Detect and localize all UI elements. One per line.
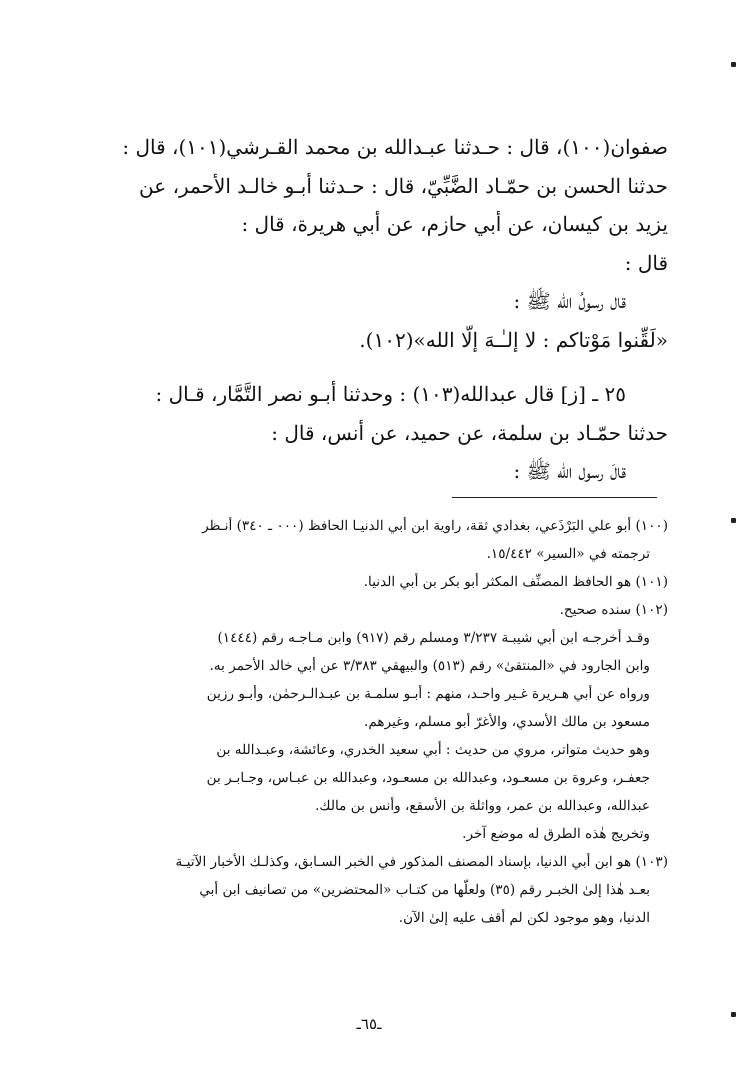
footnote-separator xyxy=(452,497,657,498)
paragraph-gap xyxy=(40,359,668,375)
text-line: قال رسولُ الله ﷺ : xyxy=(513,289,626,313)
footnote-line: جعفـر، وعروة بن مسعـود، وعبدالله بن مسعـود، وعبدالله بن عبـاس، وجـابـر بن xyxy=(206,770,650,786)
text-line: حدثنا حمّـاد بن سلمة، عن حميد، عن أنس، قال : xyxy=(271,420,668,445)
footnote-line: وقـد أخرجـه ابن أبي شيبـة ٣/٢٣٧ ومسلم رقم (٩١٧) وابن مـاجـه رقم (١٤٤٤) xyxy=(217,630,650,646)
footnote-line: ترجمته في «السير» ١٥/٤٤٢. xyxy=(486,546,650,562)
hadith-number-line: ٢٥ ـ [ز] قال عبدالله(١٠٣) : وحدثنا أبـو نصر التَّمَّار، قـال : xyxy=(155,382,626,406)
footnote-line: عبدالله، وعبدالله بن عمر، وواثلة بن الأسقع، وأنس بن مالك. xyxy=(315,798,650,814)
edge-mark-top xyxy=(731,62,736,67)
footnote-line: (١٠٣) هو ابن أبي الدنيا، بإسناد المصنف المذكور في الخبر السـابق، وكذلـك الأخبار الآتيـة xyxy=(175,854,668,870)
footnote-line: ورواه عن أبي هـريرة غـير واحـد، منهم : أبـو سلمـة بن عبـدالـرحمٰن، وأبـو رزين xyxy=(206,686,650,702)
footnotes xyxy=(40,512,668,932)
edge-mark-middle xyxy=(731,518,736,523)
text-line: صفوان(١٠٠)، قال : حـدثنا عبـدالله بن محمد القـرشي(١٠١)، قال : xyxy=(122,135,668,159)
text-line: قال : xyxy=(624,250,668,275)
hadith-text: «لَقِّنوا مَوْتاكم : لا إلـٰـهَ إلّا الله»(١٠٢). xyxy=(359,327,668,352)
main-text xyxy=(40,128,668,491)
footnote-line: بعـد هٰذا إلىٰ الخبـر رقم (٣٥) ولعلّها من كتـاب «المحتضرين» من تصانيف ابن أبي xyxy=(199,882,650,898)
footnote-line: وتخريج هٰذه الطرق له موضع آخر. xyxy=(462,826,650,842)
footnote-line: الدنيا، وهو موجود لكن لم أقف عليه إلىٰ الآن. xyxy=(398,910,650,926)
footnote-line: وهو حديث متواتر، مروي من حديث : أبي سعيد الخدري، وعائشة، وعبـدالله بن xyxy=(216,742,650,758)
footnote-line: (١٠٠) أبو علي البَرْذَعي، بغدادي ثقة، راوية ابن أبي الدنيـا الحافظ (٠٠٠ ـ ٣٤٠) أنـظر xyxy=(202,518,668,534)
footnote-line: (١٠١) هو الحافظ المصنِّف المكثر أبو بكر بن أبي الدنيا. xyxy=(363,574,668,590)
text-line: حدثنا الحسن بن حمّـاد الضَّبِّيّ، قال : حـدثنا أبـو خالـد الأحمر، عن xyxy=(139,173,668,198)
footnote-line: (١٠٢) سنده صحيح. xyxy=(559,602,668,618)
text-line: يزيد بن كيسان، عن أبي حازم، عن أبي هريرة، قال : xyxy=(241,212,668,236)
page-number: ـ٦٥ـ xyxy=(356,1015,382,1033)
text-line: قالَ رسول الله ﷺ : xyxy=(513,459,626,483)
footnote-line: وابن الجارود في «المنتقىٰ» رقم (٥١٣) والبيهقي ٣/٣٨٣ عن أبي خالد الأحمر به. xyxy=(209,658,650,674)
footnote-line: مسعود بن مالك الأسدي، والأغرّ أبو مسلم، وغيرهم. xyxy=(364,714,650,730)
